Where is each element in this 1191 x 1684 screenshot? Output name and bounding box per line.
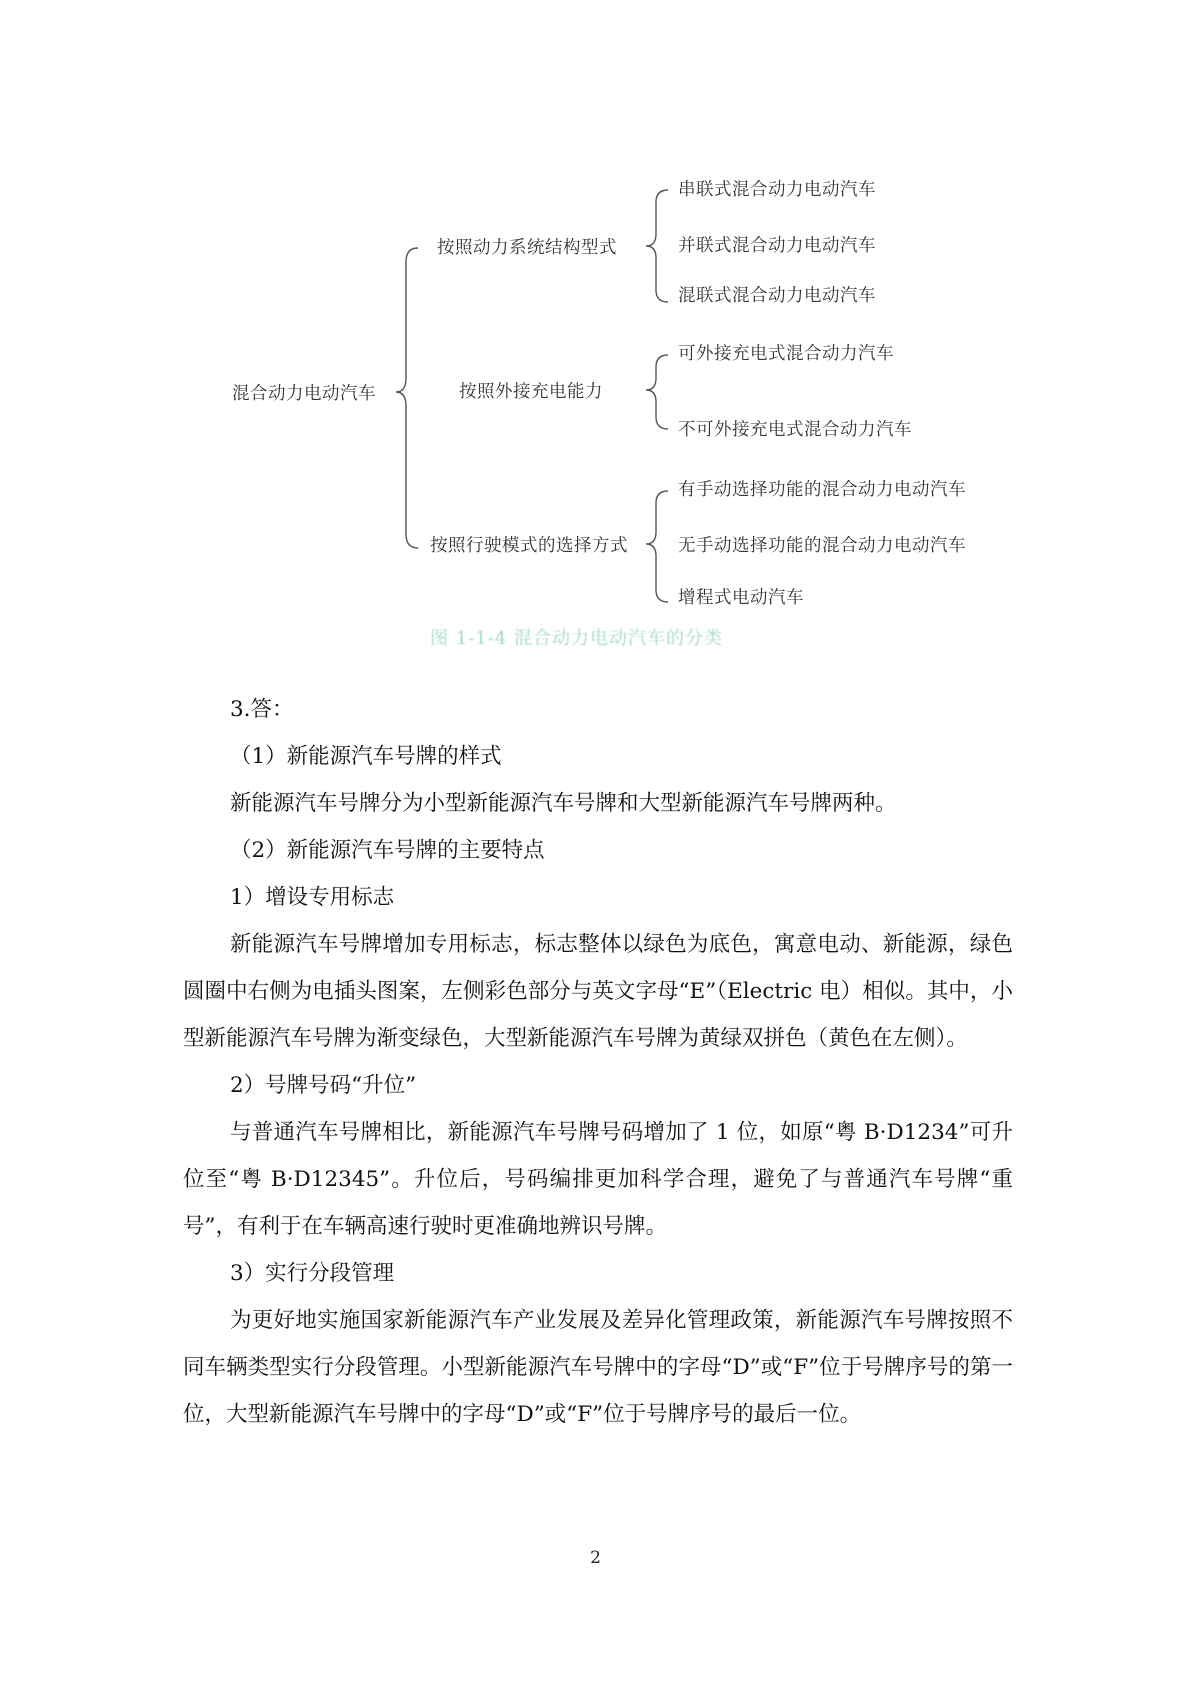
paragraph: 与普通汽车号牌相比，新能源汽车号牌号码增加了 1 位，如原“粤 B·D1234”可升位至“粤 B·D12345”。升位后，号码编排更加科学合理，避免了与普通汽车号牌“重号”，有利于在车辆高速行驶时更准确地辨识号牌。: [183, 1120, 1013, 1239]
paragraph: 3）实行分段管理: [230, 1261, 395, 1286]
diagram-item: 不可外接充电式混合动力汽车: [678, 420, 912, 440]
figure-caption: 图 1-1-4 混合动力电动汽车的分类: [430, 628, 723, 649]
answer-section: [183, 686, 1013, 1438]
diagram-item: 增程式电动汽车: [678, 588, 804, 608]
category-label-1: 按照动力系统结构型式: [437, 238, 617, 258]
diagram-item: 串联式混合动力电动汽车: [678, 180, 876, 200]
category-brace-1: [646, 190, 668, 302]
diagram-item: 并联式混合动力电动汽车: [678, 236, 876, 256]
diagram-root: 混合动力电动汽车: [232, 384, 376, 404]
category-label-2: 按照外接充电能力: [459, 382, 603, 402]
paragraph: 1）增设专用标志: [230, 885, 395, 910]
diagram-item: 可外接充电式混合动力汽车: [678, 344, 894, 364]
paragraph: 新能源汽车号牌分为小型新能源汽车号牌和大型新能源汽车号牌两种。: [230, 791, 897, 816]
page-number: 2: [590, 1548, 601, 1568]
category-brace-3: [646, 491, 668, 602]
paragraph: 为更好地实施国家新能源汽车产业发展及差异化管理政策，新能源汽车号牌按照不同车辆类型实行分段管理。小型新能源汽车号牌中的字母“D”或“F”位于号牌序号的第一位，大型新能源汽车号牌中的字母“D”或“F”位于号牌序号的最后一位。: [183, 1308, 1013, 1427]
category-brace-2: [646, 355, 668, 429]
root-brace: [396, 248, 418, 548]
category-label-3: 按照行驶模式的选择方式: [430, 536, 628, 556]
paragraph: （1）新能源汽车号牌的样式: [230, 744, 502, 769]
paragraph: （2）新能源汽车号牌的主要特点: [230, 838, 545, 863]
diagram-item: 有手动选择功能的混合动力电动汽车: [678, 480, 966, 500]
diagram-item: 无手动选择功能的混合动力电动汽车: [678, 536, 966, 556]
answer-heading: 3.答：: [230, 697, 294, 722]
brace-lines: [0, 0, 1191, 660]
paragraph: 2）号牌号码“升位”: [230, 1073, 417, 1098]
paragraph: 新能源汽车号牌增加专用标志，标志整体以绿色为底色，寓意电动、新能源，绿色圆圈中右侧为电插头图案，左侧彩色部分与英文字母“E”（Electric 电）相似。其中，小型新能源汽车号牌为渐变绿色，大型新能源汽车号牌为黄绿双拼色（黄色在左侧）。: [183, 932, 1013, 1051]
diagram-item: 混联式混合动力电动汽车: [678, 286, 876, 306]
hybrid-classification-diagram: [0, 0, 1191, 660]
